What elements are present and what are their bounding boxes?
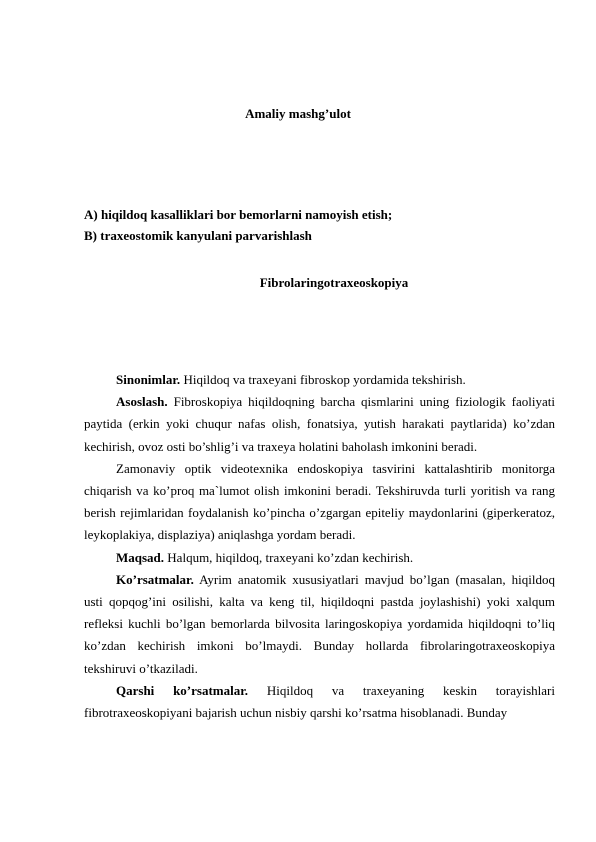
task-list bbox=[84, 204, 554, 246]
body-text bbox=[84, 369, 555, 724]
paragraph-indications bbox=[84, 569, 555, 680]
section-title: Fibrolaringotraxeoskopiya bbox=[259, 275, 409, 290]
paragraph-rationale bbox=[84, 391, 555, 458]
paragraph-text: Hiqildoq va traxeyaning keskin torayishlari fibrotraxeoskopiyani bajarish uchun nisbiy qarshi ko’rsatma hisoblanadi. Bunday bbox=[84, 682, 555, 721]
paragraph-lead: Asoslash. bbox=[116, 394, 168, 410]
paragraph-goal bbox=[84, 547, 555, 569]
paragraph-modern-optics bbox=[84, 458, 555, 547]
paragraph-text: Fibroskopiya hiqildoqning barcha qismlarini uning fiziologik faoliyati paytida (erkin yoki chuqur nafas olish, fonatsiya, yutish harakati paytlarida) ko’zdan kechirish, ovoz osti bo’shlig’i va traxeya holatini baholash imkonini beradi. bbox=[84, 394, 555, 454]
paragraph-lead: Maqsad. bbox=[116, 549, 165, 565]
paragraph-text: Zamonaviy optik videotexnika endoskopiya tasvirini kattalashtirib monitorga chiqarish va ko’proq ma`lumot olish imkonini beradi. Tekshiruvda turli yoritish va rang berish rejimlaridan foydalanish ko’pincha o’zgargan epiteliy maydonlarini (giperkeratoz, leykoplakiya, displaziya) aniqlashga yordam beradi. bbox=[84, 460, 555, 543]
page-title: Amaliy mashg’ulot bbox=[245, 106, 351, 121]
paragraph-text: Ayrim anatomik xususiyatlari mavjud bo’lgan (masalan, hiqildoq usti qopqog’ini osilishi, kalta va keng til, hiqildoqni pastda joylashishi) yoki xalqum refleksi kuchli bo’lgan bemorlarda bilvosita laringoskopiya yordamida hiqildoqni to’liq ko’zdan kechirish imkoni bo’lmaydi. Bunday hollarda fibrolaringotraxeoskopiya tekshiruvi o’tkaziladi. bbox=[84, 571, 555, 676]
task-item-a: A) hiqildoq kasalliklari bor bemorlarni namoyish etish; bbox=[84, 207, 393, 222]
paragraph-text: Hiqildoq va traxeyani fibroskop yordamida tekshirish. bbox=[180, 372, 466, 387]
paragraph-lead: Qarshi ko’rsatmalar. bbox=[116, 682, 249, 698]
paragraph-text: Halqum, hiqildoq, traxeyani ko’zdan kechirish. bbox=[164, 549, 414, 565]
paragraph-lead: Sinonimlar. bbox=[116, 372, 181, 387]
task-item-b: B) traxeostomik kanyulani parvarishlash bbox=[84, 228, 312, 243]
paragraph-contraindications bbox=[84, 680, 555, 724]
paragraph-synonyms bbox=[84, 369, 555, 391]
paragraph-lead: Ko’rsatmalar. bbox=[116, 571, 194, 587]
